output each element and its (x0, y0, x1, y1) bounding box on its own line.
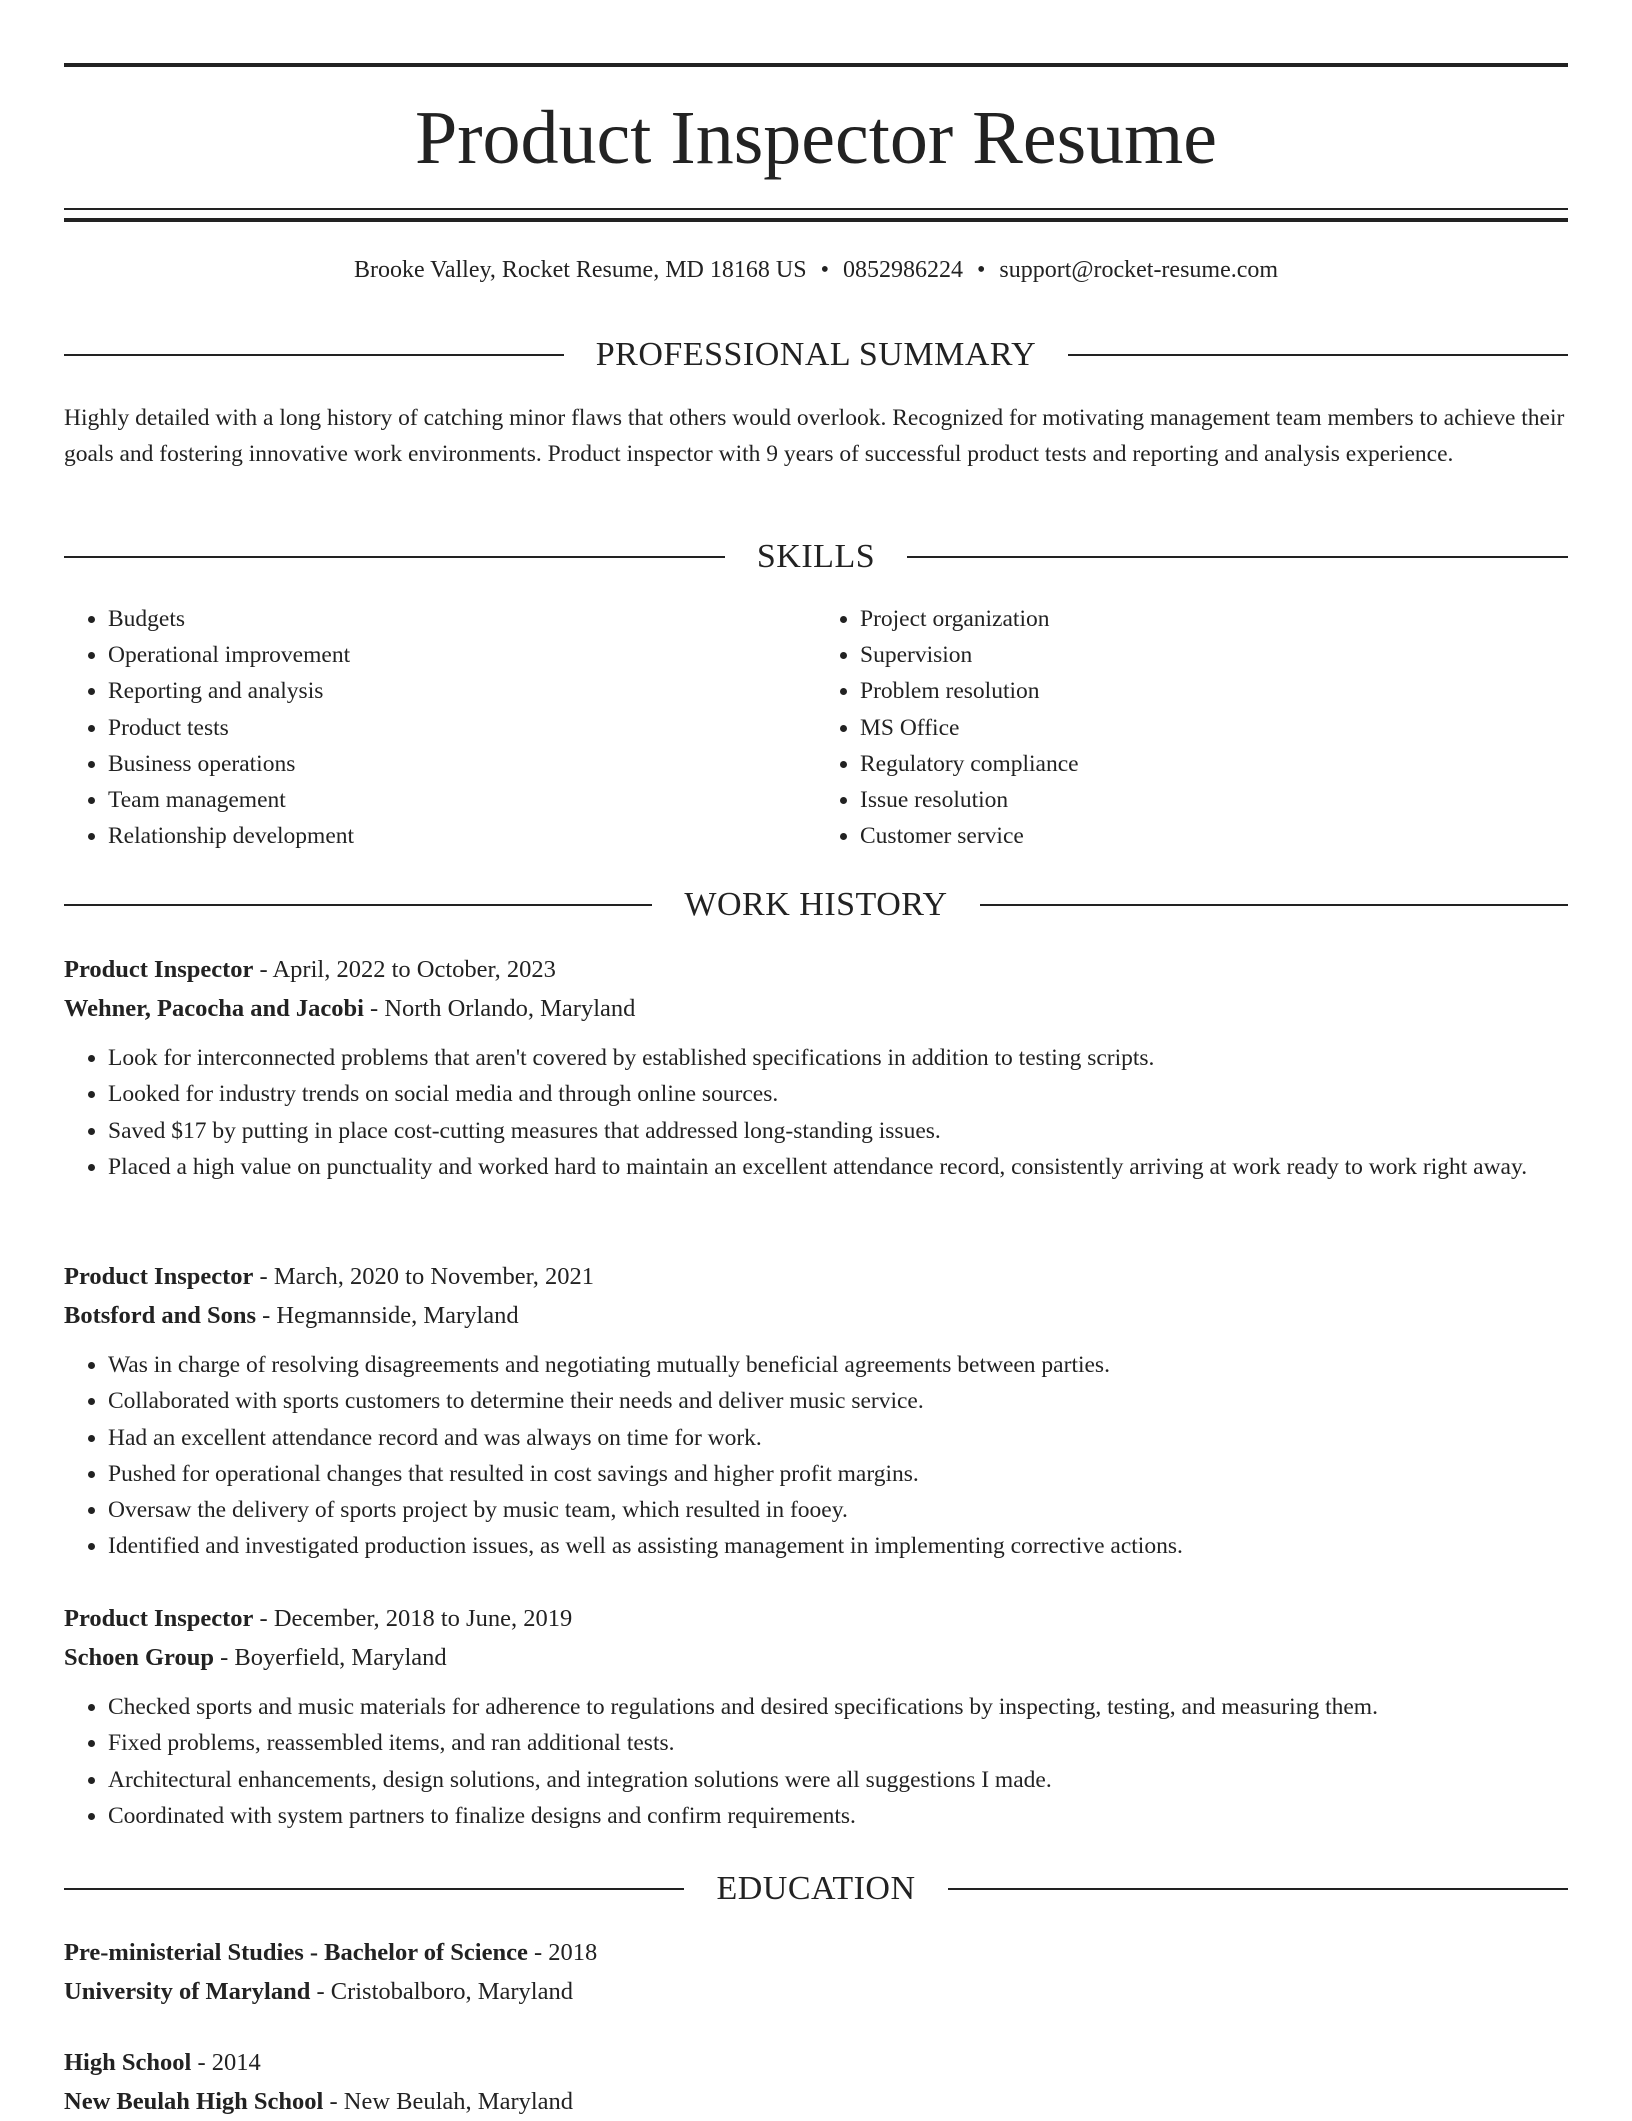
section-rule (907, 556, 1568, 558)
job-location: - Hegmannside, Maryland (255, 1302, 519, 1329)
job-title-line (64, 1257, 1568, 1296)
contact-line (64, 253, 1568, 287)
job-dates: - December, 2018 to June, 2019 (253, 1605, 573, 1632)
section-rule (64, 556, 725, 558)
job-bullet: • Fixed problems, reassembled items, and ran additional tests. (108, 1725, 1568, 1761)
skill-item: • Problem resolution (860, 673, 1568, 709)
job-entry (64, 1599, 1568, 1834)
education-entry (64, 2043, 1568, 2121)
skill-item: • Team management (108, 782, 816, 818)
job-bullet: • Placed a high value on punctuality and worked hard to maintain an excellent attendance record, consistently arriving at work ready to work right away. (108, 1149, 1568, 1185)
job-bullet: • Saved $17 by putting in place cost-cutting measures that addressed long-standing issues. (108, 1113, 1568, 1149)
section-rule (948, 1888, 1568, 1890)
skill-item: • Product tests (108, 710, 816, 746)
skill-item: • Regulatory compliance (860, 746, 1568, 782)
section-rule (1068, 354, 1568, 356)
job-company: Wehner, Pacocha and Jacobi (64, 995, 364, 1022)
education-degree-line (64, 2043, 1568, 2082)
section-header-skills (64, 537, 1568, 577)
job-bullets (64, 1689, 1568, 1834)
top-rule (64, 63, 1568, 67)
contact-address: Brooke Valley, Rocket Resume, MD 18168 US (353, 257, 807, 283)
education-school: New Beulah High School (64, 2088, 324, 2115)
page-title: Product Inspector Resume (414, 96, 1218, 180)
education-degree-line (64, 1933, 1568, 1972)
job-bullet: • Checked sports and music materials for adherence to regulations and desired specifications by inspecting, testing, and measuring them. (108, 1689, 1568, 1725)
job-location: - Boyerfield, Maryland (214, 1644, 447, 1671)
summary-text: Highly detailed with a long history of catching minor flaws that others would overlook. Recognized for motivating management team members to achieve their goals and fostering innovative work environments. Product inspector with 9 years of successful product tests and reporting and analysis experience. (64, 405, 1565, 467)
job-bullet: • Was in charge of resolving disagreements and negotiating mutually beneficial agreements between parties. (108, 1347, 1568, 1383)
job-location: - North Orlando, Maryland (363, 995, 636, 1022)
title-double-rule (64, 208, 1568, 222)
education-degree: Pre-ministerial Studies - Bachelor of Science (64, 1939, 528, 1966)
job-title: Product Inspector (64, 1263, 254, 1290)
job-company-line (64, 1296, 1568, 1335)
job-bullets (64, 1347, 1568, 1565)
education-school: University of Maryland (64, 1978, 311, 2005)
section-title: WORK HISTORY (684, 886, 948, 923)
section-title: PROFESSIONAL SUMMARY (595, 336, 1037, 373)
section-rule (64, 1888, 684, 1890)
contact-separator: • (820, 257, 829, 283)
skill-item: • Issue resolution (860, 782, 1568, 818)
job-bullet: • Look for interconnected problems that aren't covered by established specifications in addition to testing scripts. (108, 1040, 1568, 1076)
job-dates: - March, 2020 to November, 2021 (253, 1263, 595, 1290)
job-bullet: • Oversaw the delivery of sports project by music team, which resulted in fooey. (108, 1492, 1568, 1528)
job-entry (64, 1257, 1568, 1565)
section-rule (64, 354, 564, 356)
skills-column-left (64, 601, 816, 854)
education-year: - 2014 (191, 2049, 261, 2076)
skills-list (64, 601, 1568, 854)
education-entry (64, 1933, 1568, 2011)
education-year: - 2018 (527, 1939, 598, 1966)
skills-column-right (816, 601, 1568, 854)
skill-item: • Reporting and analysis (108, 673, 816, 709)
section-title: SKILLS (756, 538, 876, 575)
education-location: - New Beulah, Maryland (323, 2088, 574, 2115)
education-degree: High School (64, 2049, 192, 2076)
section-title: EDUCATION (716, 1870, 916, 1907)
skill-item: • Budgets (108, 601, 816, 637)
section-header-work-history (64, 885, 1568, 925)
contact-separator: • (976, 257, 986, 283)
section-rule (64, 904, 652, 906)
job-title-line (64, 1599, 1568, 1638)
section-header-education (64, 1869, 1568, 1909)
job-bullet: • Identified and investigated production issues, as well as assisting management in implementing corrective actions. (108, 1528, 1568, 1564)
job-company-line (64, 1638, 1568, 1677)
job-bullet: • Looked for industry trends on social media and through online sources. (108, 1076, 1568, 1112)
job-bullet: • Collaborated with sports customers to determine their needs and deliver music service. (108, 1383, 1568, 1419)
skill-item: • Supervision (860, 637, 1568, 673)
skill-item: • MS Office (860, 710, 1568, 746)
skill-item: • Project organization (860, 601, 1568, 637)
job-bullet: • Architectural enhancements, design solutions, and integration solutions were all suggestions I made. (108, 1762, 1568, 1798)
education-location: - Cristobalboro, Maryland (310, 1978, 573, 2005)
education-school-line (64, 1972, 1568, 2011)
job-company-line (64, 989, 1568, 1028)
contact-email[interactable]: support@rocket-resume.com (999, 257, 1279, 283)
job-title-line (64, 950, 1568, 989)
job-company: Botsford and Sons (64, 1302, 256, 1329)
job-bullets (64, 1040, 1568, 1185)
job-company: Schoen Group (64, 1644, 214, 1671)
education-school-line (64, 2082, 1568, 2121)
job-entry (64, 950, 1568, 1185)
skill-item: • Relationship development (108, 818, 816, 854)
job-bullet: • Coordinated with system partners to finalize designs and confirm requirements. (108, 1798, 1568, 1834)
skill-item: • Business operations (108, 746, 816, 782)
skill-item: • Operational improvement (108, 637, 816, 673)
job-title: Product Inspector (64, 1605, 254, 1632)
section-header-summary (64, 335, 1568, 375)
section-rule (980, 904, 1568, 906)
contact-phone: 0852986224 (842, 257, 963, 283)
skill-item: • Customer service (860, 818, 1568, 854)
job-bullet: • Pushed for operational changes that resulted in cost savings and higher profit margins. (108, 1456, 1568, 1492)
job-bullet: • Had an excellent attendance record and was always on time for work. (108, 1420, 1568, 1456)
job-title: Product Inspector (64, 956, 254, 983)
job-dates: - April, 2022 to October, 2023 (253, 956, 556, 983)
